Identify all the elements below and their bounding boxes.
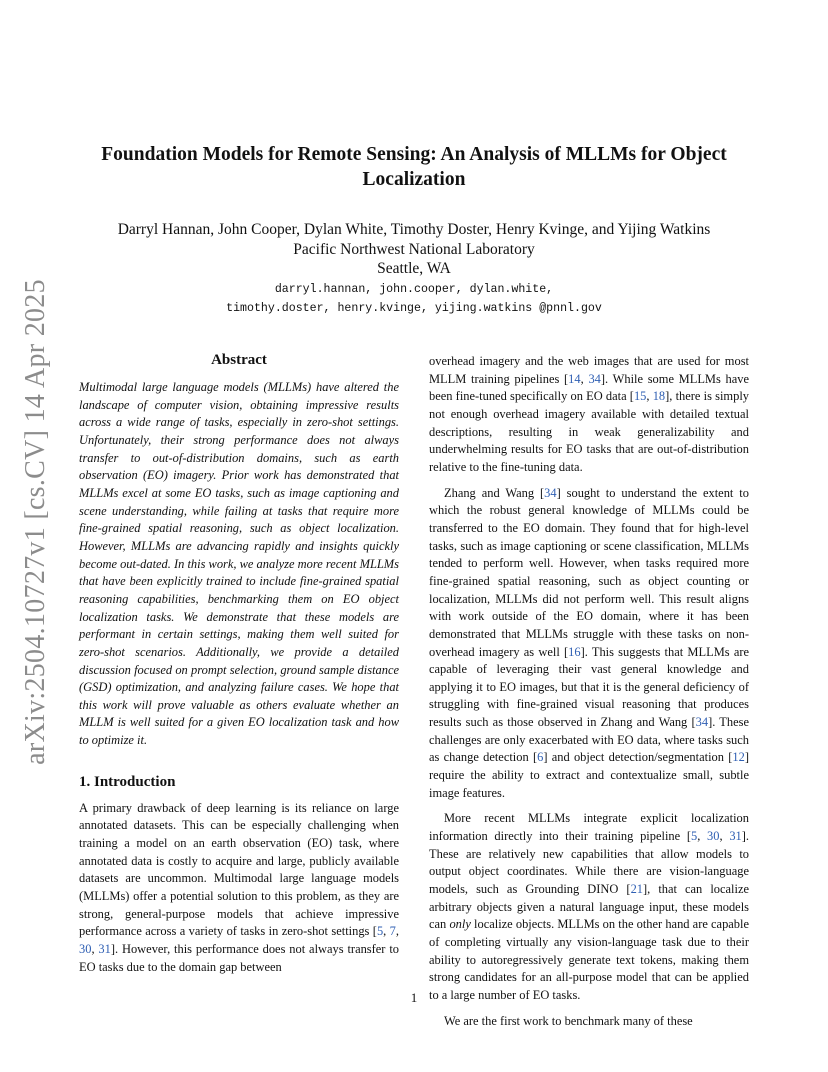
text-run: , bbox=[580, 371, 589, 386]
author-emails bbox=[60, 280, 768, 318]
citation-link[interactable]: 7 bbox=[389, 924, 396, 939]
text-run: ] and object detection/segmentation [ bbox=[543, 750, 733, 765]
citation-link[interactable]: 34 bbox=[544, 485, 557, 500]
body-paragraph-3 bbox=[429, 810, 749, 1004]
author-block bbox=[60, 220, 768, 279]
email-line-1: darryl.hannan, john.cooper, dylan.white, bbox=[274, 283, 554, 296]
citation-link[interactable]: 12 bbox=[732, 750, 745, 765]
body-paragraph-1 bbox=[429, 353, 749, 477]
arxiv-stamp-text: arXiv:2504.10727v1 [cs.CV] 14 Apr 2025 bbox=[20, 279, 51, 765]
author-affiliation: Pacific Northwest National Laboratory bbox=[293, 240, 535, 258]
text-run: ]. This suggests that MLLMs are capable of leveraging their vast general knowledge and applying it to EO images, but that it is the general deficiency of struggling with fine-grained visual reasoning that produces results such as those observed in Zhang and Wang [ bbox=[429, 644, 749, 730]
abstract-text: Multimodal large language models (MLLMs) have altered the landscape of computer vision, obtaining impressive results across a wide range of tasks, especially in zero-shot settings. Unfortunately, their strong performance does not always transfer to out-of-distribution domains, such as earth observation (EO) imagery. Prior work has demonstrated that MLLMs excel at some EO tasks, such as image captioning and scene understanding, while failing at tasks that require more fine-grained spatial reasoning, such as object localization. However, MLLMs are advancing rapidly and insights quickly become out-dated. In this work, we analyze more recent MLLMs that have been explicitly trained to include fine-grained spatial reasoning capabilities, benchmarking them on EO object localization tasks. We demonstrate that these models are performant in certain settings, making them well suited for zero-shot scenarios. Additionally, we provide a detailed discussion focused on prompt selection, ground sample distance (GSD) optimization, and analyzing failure cases. We hope that this work will prove valuable as others evaluate whether an MLLM is well suited for a given EO localization task and how to optimize it. bbox=[79, 380, 399, 748]
text-run: ], there is simply not enough overhead imagery available with detailed textual descriptions, resulting in weak generalizability and underwhelming results for EO tasks that are out-of-distribution relative to the fine-tuning data. bbox=[429, 389, 749, 474]
text-run: , bbox=[646, 389, 653, 404]
text-run: A primary drawback of deep learning is its reliance on large annotated datasets. This can be especially challenging when training a model on an earth observation (EO) task, where annotated data is costly to acquire and large, publicly available datasets are uncommon. Multimodal large language models (MLLMs) offer a potential solution to this problem, as they are strong, general-purpose models that achieve impressive performance across a variety of tasks in zero-shot settings [ bbox=[79, 800, 399, 939]
text-run: ] sought to understand the extent to which the robust general knowledge of MLLMs could be transferred to the EO domain. They found that for high-level tasks, such as image captioning or scene classification, MLLMs tended to perform well. However, when tasks required more fine-grained spatial reasoning, such as object counting or localization, MLLMs did not perform well. This result aligns with work outside of the EO domain, where it has been demonstrated that MLLMs struggle with these tasks on non-overhead imagery as well [ bbox=[429, 485, 749, 659]
citation-link[interactable]: 21 bbox=[630, 882, 644, 897]
text-run: , bbox=[719, 829, 730, 844]
citation-link[interactable]: 30 bbox=[707, 829, 720, 844]
author-location: Seattle, WA bbox=[377, 260, 451, 277]
emphasis-only: only bbox=[449, 917, 471, 932]
text-run: , bbox=[383, 924, 390, 939]
page-number: 1 bbox=[410, 990, 418, 1005]
right-column bbox=[429, 353, 749, 1038]
email-line-2: timothy.doster, henry.kvinge, yijing.watkins @pnnl.gov bbox=[226, 302, 602, 315]
citation-link[interactable]: 15 bbox=[633, 389, 647, 404]
citation-link[interactable]: 18 bbox=[652, 389, 666, 404]
abstract-heading: Abstract bbox=[211, 352, 267, 368]
text-run: ]. While some MLLMs have been fine-tuned specifically on EO data [ bbox=[429, 371, 750, 404]
body-paragraph-2 bbox=[429, 485, 749, 803]
text-run: More recent MLLMs integrate explicit localization information directly into their training pipeline [ bbox=[429, 811, 749, 844]
citation-link[interactable]: 5 bbox=[691, 829, 698, 844]
intro-paragraph-1 bbox=[79, 800, 399, 977]
text-run: Zhang and Wang [ bbox=[444, 485, 545, 500]
body-paragraph-4: We are the first work to benchmark many of these bbox=[444, 1013, 693, 1028]
text-run: ], that can localize arbitrary objects given a natural language input, these models can bbox=[429, 882, 749, 932]
text-run: ]. These are relatively new capabilities that allow models to output object coordinates. While there are vision-language models, such as Grounding DINO [ bbox=[429, 829, 750, 897]
citation-link[interactable]: 14 bbox=[568, 371, 581, 386]
citation-link[interactable]: 6 bbox=[537, 750, 544, 765]
text-run: , bbox=[91, 942, 99, 957]
paper-title: Foundation Models for Remote Sensing: An Analysis of MLLMs for Object Localization bbox=[101, 144, 727, 190]
citation-link[interactable]: 30 bbox=[79, 942, 92, 957]
citation-link[interactable]: 16 bbox=[568, 644, 581, 659]
text-run: localize objects. MLLMs on the other hand are capable of completing virtually any vision-language task due to their ability to autoregressively generate text tokens, making them strong candidates for an all-purpose model that can be applied to a large number of EO tasks. bbox=[429, 917, 750, 1002]
text-run: , bbox=[697, 829, 708, 844]
author-names: Darryl Hannan, John Cooper, Dylan White, Timothy Doster, Henry Kvinge, and Yijing Watkins bbox=[117, 221, 711, 238]
text-run: overhead imagery and the web images that are used for most MLLM training pipelines [ bbox=[429, 354, 749, 386]
citation-link[interactable]: 31 bbox=[729, 829, 742, 844]
citation-link[interactable]: 31 bbox=[98, 942, 111, 957]
citation-link[interactable]: 34 bbox=[588, 371, 601, 386]
text-run: ]. However, this performance does not always transfer to EO tasks due to the domain gap between bbox=[79, 942, 399, 974]
citation-link[interactable]: 34 bbox=[695, 715, 709, 730]
text-run: , bbox=[395, 924, 399, 939]
left-column bbox=[79, 350, 399, 984]
section-heading-introduction: 1. Introduction bbox=[79, 773, 176, 790]
text-run: ]. These challenges are only exacerbated with EO data, where tasks such as change detection [ bbox=[429, 715, 749, 765]
text-run: ] require the ability to extract and contextualize small, subtle image features. bbox=[429, 750, 749, 800]
citation-link[interactable]: 5 bbox=[376, 924, 384, 939]
